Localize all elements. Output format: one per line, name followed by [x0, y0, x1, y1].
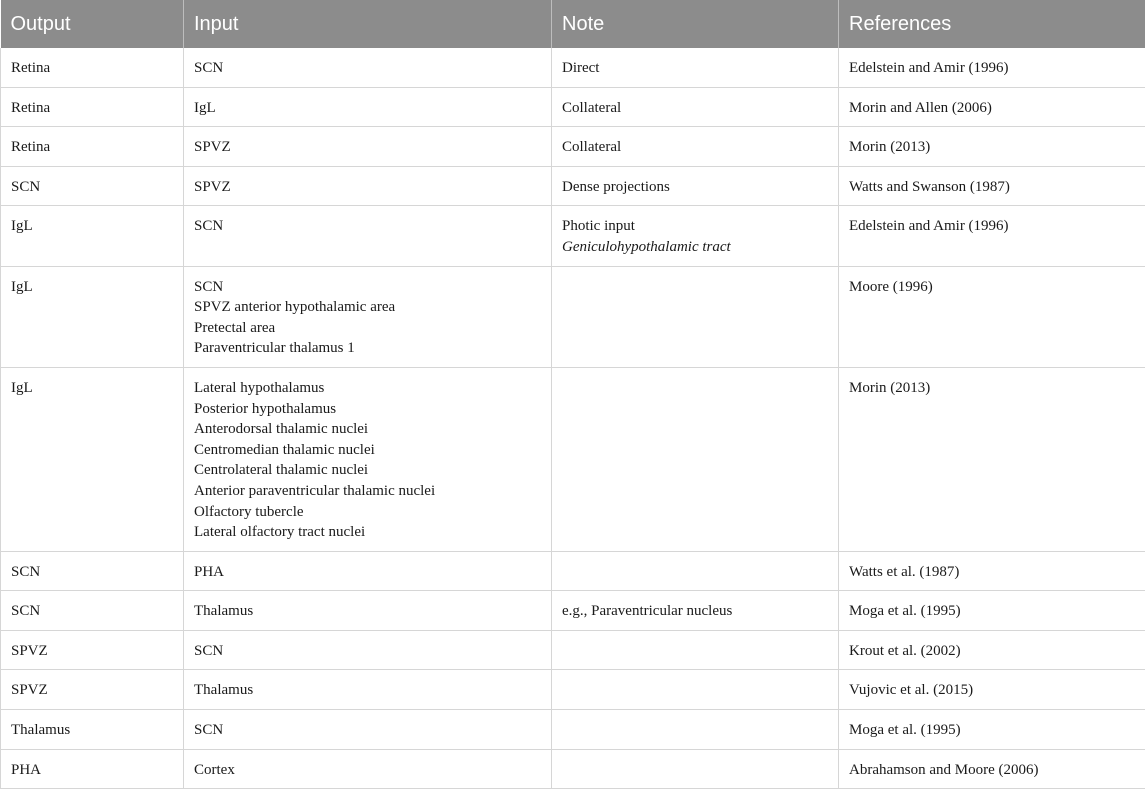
cell-input: [184, 551, 552, 591]
cell-reference: Edelstein and Amir (1996): [839, 206, 1145, 266]
input-line: SCN: [194, 277, 541, 298]
table-row: [1, 710, 1145, 750]
cell-reference: Abrahamson and Moore (2006): [839, 749, 1145, 789]
cell-reference: Moga et al. (1995): [839, 710, 1145, 750]
input-line: Cortex: [194, 760, 541, 781]
input-line: SPVZ: [194, 137, 541, 158]
table-row: [1, 87, 1145, 127]
cell-input: [184, 48, 552, 87]
input-line: Anterior paraventricular thalamic nuclei: [194, 481, 541, 502]
header-note: Note: [552, 0, 839, 48]
cell-note: [552, 591, 839, 631]
input-line: SPVZ: [194, 177, 541, 198]
table-row: [1, 48, 1145, 87]
input-line: Posterior hypothalamus: [194, 399, 541, 420]
input-line: Anterodorsal thalamic nuclei: [194, 419, 541, 440]
table-row: [1, 749, 1145, 789]
cell-input: [184, 127, 552, 167]
cell-note: [552, 749, 839, 789]
cell-note: [552, 87, 839, 127]
cell-note: [552, 630, 839, 670]
cell-input: [184, 630, 552, 670]
cell-output: IgL: [1, 266, 184, 367]
note-line: Dense projections: [562, 177, 828, 198]
table-row: [1, 551, 1145, 591]
input-line: IgL: [194, 98, 541, 119]
input-line: SCN: [194, 720, 541, 741]
input-line: SCN: [194, 58, 541, 79]
cell-output: SCN: [1, 591, 184, 631]
input-line: Thalamus: [194, 601, 541, 622]
cell-reference: Watts and Swanson (1987): [839, 166, 1145, 206]
cell-output: SCN: [1, 551, 184, 591]
cell-reference: Watts et al. (1987): [839, 551, 1145, 591]
cell-reference: Moga et al. (1995): [839, 591, 1145, 631]
cell-output: IgL: [1, 367, 184, 551]
cell-note: [552, 551, 839, 591]
table-row: [1, 206, 1145, 266]
cell-output: Retina: [1, 127, 184, 167]
input-line: Centrolateral thalamic nuclei: [194, 460, 541, 481]
cell-reference: Morin (2013): [839, 367, 1145, 551]
note-line: Collateral: [562, 137, 828, 158]
table-row: [1, 367, 1145, 551]
input-line: Lateral olfactory tract nuclei: [194, 522, 541, 543]
cell-output: SPVZ: [1, 670, 184, 710]
table-row: [1, 670, 1145, 710]
note-line: e.g., Paraventricular nucleus: [562, 601, 828, 622]
cell-input: [184, 266, 552, 367]
cell-output: Retina: [1, 48, 184, 87]
cell-note: [552, 166, 839, 206]
cell-output: Thalamus: [1, 710, 184, 750]
table-body: [1, 48, 1145, 789]
cell-input: [184, 87, 552, 127]
input-line: Pretectal area: [194, 318, 541, 339]
input-line: Thalamus: [194, 680, 541, 701]
cell-note: [552, 367, 839, 551]
cell-output: PHA: [1, 749, 184, 789]
table-row: [1, 591, 1145, 631]
header-input: Input: [184, 0, 552, 48]
cell-note: [552, 266, 839, 367]
cell-note: [552, 670, 839, 710]
input-line: Olfactory tubercle: [194, 502, 541, 523]
table-header: [1, 0, 1145, 48]
note-line: Direct: [562, 58, 828, 79]
cell-input: [184, 166, 552, 206]
table-row: [1, 630, 1145, 670]
note-line: Collateral: [562, 98, 828, 119]
cell-reference: Morin (2013): [839, 127, 1145, 167]
cell-output: IgL: [1, 206, 184, 266]
cell-input: [184, 206, 552, 266]
input-line: Centromedian thalamic nuclei: [194, 440, 541, 461]
input-line: Paraventricular thalamus 1: [194, 338, 541, 359]
cell-reference: Krout et al. (2002): [839, 630, 1145, 670]
input-line: SPVZ anterior hypothalamic area: [194, 297, 541, 318]
cell-note: [552, 206, 839, 266]
cell-input: [184, 749, 552, 789]
cell-reference: Vujovic et al. (2015): [839, 670, 1145, 710]
cell-note: [552, 710, 839, 750]
cell-output: Retina: [1, 87, 184, 127]
input-line: PHA: [194, 562, 541, 583]
header-references: References: [839, 0, 1145, 48]
cell-input: [184, 710, 552, 750]
note-line: Geniculohypothalamic tract: [562, 237, 828, 258]
table-row: [1, 266, 1145, 367]
cell-note: [552, 127, 839, 167]
input-line: Lateral hypothalamus: [194, 378, 541, 399]
table-row: [1, 166, 1145, 206]
cell-reference: Morin and Allen (2006): [839, 87, 1145, 127]
cell-reference: Edelstein and Amir (1996): [839, 48, 1145, 87]
header-output: Output: [1, 0, 184, 48]
header-row: [1, 0, 1145, 48]
cell-input: [184, 591, 552, 631]
input-line: SCN: [194, 216, 541, 237]
cell-output: SCN: [1, 166, 184, 206]
input-line: SCN: [194, 641, 541, 662]
cell-note: [552, 48, 839, 87]
note-line: Photic input: [562, 216, 828, 237]
cell-input: [184, 670, 552, 710]
cell-reference: Moore (1996): [839, 266, 1145, 367]
cell-output: SPVZ: [1, 630, 184, 670]
table-row: [1, 127, 1145, 167]
cell-input: [184, 367, 552, 551]
